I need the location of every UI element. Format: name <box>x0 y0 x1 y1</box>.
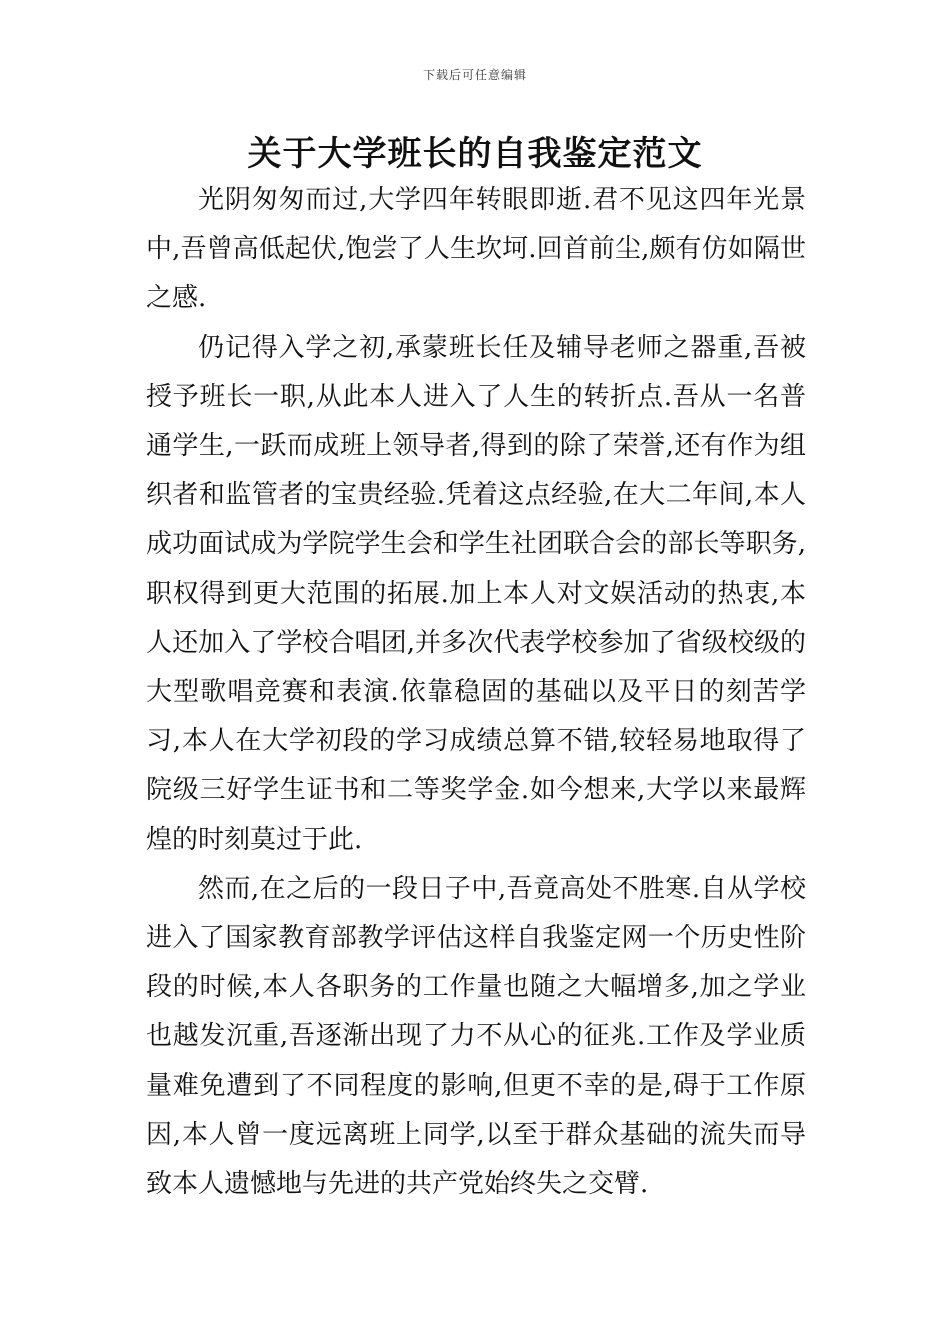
paragraph-2: 仍记得入学之初,承蒙班长任及辅导老师之器重,吾被授予班长一职,从此本人进入了人生的转折点.吾从一名普通学生,一跃而成班上领导者,得到的除了荣誉,还有作为组织者和监管者的宝贵经验.凭着这点经验,在大二年间,本人成功面试成为学院学生会和学生社团联合会的部长等职务,职权得到更大范围的拓展.加上本人对文娱活动的热衷,本人还加入了学校合唱团,并多次代表学校参加了省级校级的大型歌唱竞赛和表演.依靠稳固的基础以及平日的刻苦学习,本人在大学初段的学习成绩总算不错,较轻易地取得了院级三好学生证书和二等奖学金.如今想来,大学以来最辉煌的时刻莫过于此. <box>146 332 806 855</box>
header-note: 下载后可任意编辑 <box>422 68 527 82</box>
document-body <box>146 176 806 1209</box>
paragraph-3: 然而,在之后的一段日子中,吾竟高处不胜寒.自从学校进入了国家教育部教学评估这样自我鉴定网一个历史性阶段的时候,本人各职务的工作量也随之大幅增多,加之学业也越发沉重,吾逐渐出现了力不从心的征兆.工作及学业质量难免遭到了不同程度的影响,但更不幸的是,碍于工作原因,本人曾一度远离班上同学,以至于群众基础的流失而导致本人遗憾地与先进的共产党始终失之交臂. <box>146 873 806 1200</box>
paragraph-1: 光阴匆匆而过,大学四年转眼即逝.君不见这四年光景中,吾曾高低起伏,饱尝了人生坎坷.回首前尘,颇有仿如隔世之感. <box>146 185 806 314</box>
document-title: 关于大学班长的自我鉴定范文 <box>247 134 703 174</box>
